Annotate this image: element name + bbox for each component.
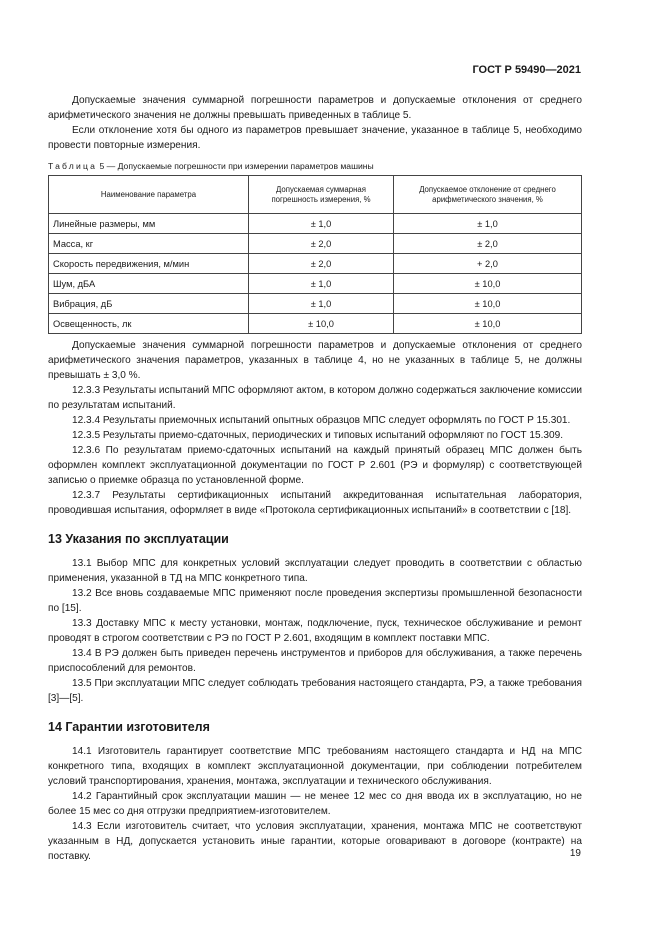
paragraph-13-3: 13.3 Доставку МПС к месту установки, монтаж, подключение, пуск, техническое обслуживание и ремонт проводят в строгом соответствии с РЭ по ГОСТ Р 2.601, входящим в комплект поставки МПС. bbox=[48, 618, 582, 644]
total-error: ± 2,0 bbox=[249, 234, 394, 254]
section-14-heading: 14 Гарантии изготовителя bbox=[48, 720, 210, 734]
paragraph: Допускаемые значения суммарной погрешности параметров и допускаемые отклонения от среднего арифметического значения параметров, указанных в таблице 4, но не указанных в таблице 5, не должны превышать ± 3,0 %. bbox=[48, 340, 582, 381]
paragraph-14-3: 14.3 Если изготовитель считает, что условия эксплуатации, хранения, монтажа МПС не соответствуют указанным в НД, допускается установить иные гарантии, которые оговаривают в договоре (контракте) на поставку. bbox=[48, 821, 582, 862]
deviation: ± 1,0 bbox=[394, 214, 582, 234]
intro-paragraph: Допускаемые значения суммарной погрешности параметров и допускаемые отклонения от среднего арифметического значения не должны превышать приведенных в таблице 5. bbox=[48, 95, 582, 121]
table-header-row bbox=[49, 176, 582, 214]
table-row bbox=[49, 254, 582, 274]
table-row bbox=[49, 314, 582, 334]
table-row bbox=[49, 234, 582, 254]
paragraph-14-1: 14.1 Изготовитель гарантирует соответствие МПС требованиям настоящего стандарта и НД на МПС конкретного типа, входящих в комплект эксплуатационной документации, при соблюдении потребителем условий транспортирования, хранения, монтажа, эксплуатации и технического обслуживания. bbox=[48, 746, 582, 787]
param-name: Масса, кг bbox=[49, 234, 249, 254]
total-error: ± 10,0 bbox=[249, 314, 394, 334]
paragraph-13-5: 13.5 При эксплуатации МПС следует соблюдать требования настоящего стандарта, РЭ, а также требования [3]—[5]. bbox=[48, 678, 582, 704]
param-name: Вибрация, дБ bbox=[49, 294, 249, 314]
table-row bbox=[49, 274, 582, 294]
document-id: ГОСТ Р 59490—2021 bbox=[472, 64, 581, 76]
table-caption bbox=[48, 161, 582, 172]
paragraph-12-3-5: 12.3.5 Результаты приемо-сдаточных, периодических и типовых испытаний оформляют по ГОСТ 15.309. bbox=[72, 430, 564, 441]
paragraph-13-4: 13.4 В РЭ должен быть приведен перечень инструментов и приборов для обслуживания, а также перечень приспособлений для ремонтов. bbox=[48, 648, 582, 674]
table-row bbox=[49, 214, 582, 234]
paragraph-13-2: 13.2 Все вновь создаваемые МПС применяют после проведения экспертизы промышленной безопасности по [15]. bbox=[48, 588, 582, 614]
page-body bbox=[48, 93, 582, 864]
total-error: ± 1,0 bbox=[249, 294, 394, 314]
intro-paragraph: Если отклонение хотя бы одного из параметров превышает значение, указанное в таблице 5, необходимо провести повторные измерения. bbox=[48, 125, 582, 151]
total-error: ± 2,0 bbox=[249, 254, 394, 274]
table-row bbox=[49, 294, 582, 314]
page-number: 19 bbox=[569, 848, 581, 859]
paragraph-12-3-6: 12.3.6 По результатам приемо-сдаточных испытаний на каждый принятый образец МПС должен быть оформлен комплект эксплуатационной документации по ГОСТ Р 2.601 (РЭ и формуляр) с соответствующей записью о приемке образца по установленной форме. bbox=[48, 445, 582, 486]
param-name: Линейные размеры, мм bbox=[49, 214, 249, 234]
table-caption-text: 5 — Допускаемые погрешности при измерении параметров машины bbox=[97, 161, 374, 171]
param-name: Скорость передвижения, м/мин bbox=[49, 254, 249, 274]
deviation: ± 10,0 bbox=[394, 294, 582, 314]
header-deviation: Допускаемое отклонение от среднего арифметического значения, % bbox=[394, 176, 582, 214]
deviation: ± 10,0 bbox=[394, 274, 582, 294]
tolerance-table bbox=[48, 175, 582, 334]
paragraph-12-3-7: 12.3.7 Результаты сертификационных испытаний аккредитованная испытательная лаборатория, проводившая испытания, оформляет в виде «Протокола сертификационных испытаний» в соответствии с [18]. bbox=[48, 490, 582, 516]
paragraph-12-3-4: 12.3.4 Результаты приемочных испытаний опытных образцов МПС следует оформлять по ГОСТ Р 15.301. bbox=[72, 415, 571, 426]
total-error: ± 1,0 bbox=[249, 214, 394, 234]
header-parameter: Наименование параметра bbox=[49, 176, 249, 214]
paragraph-13-1: 13.1 Выбор МПС для конкретных условий эксплуатации следует проводить в соответствии с областью применения, указанной в ТД на МПС конкретного типа. bbox=[48, 558, 582, 584]
param-name: Шум, дБА bbox=[49, 274, 249, 294]
paragraph-12-3-3: 12.3.3 Результаты испытаний МПС оформляют актом, в котором должно содержаться заключение комиссии по результатам испытаний. bbox=[48, 385, 582, 411]
deviation: ± 10,0 bbox=[394, 314, 582, 334]
param-name: Освещенность, лк bbox=[49, 314, 249, 334]
deviation: + 2,0 bbox=[394, 254, 582, 274]
total-error: ± 1,0 bbox=[249, 274, 394, 294]
paragraph-14-2: 14.2 Гарантийный срок эксплуатации машин — не менее 12 мес со дня ввода их в эксплуатацию, но не более 15 мес со дня отгрузки предприятием-изготовителем. bbox=[48, 791, 582, 817]
deviation: ± 2,0 bbox=[394, 234, 582, 254]
header-total-error: Допускаемая суммарная погрешность измерения, % bbox=[249, 176, 394, 214]
table-caption-prefix: Таблица bbox=[48, 161, 98, 171]
section-13-heading: 13 Указания по эксплуатации bbox=[48, 532, 229, 546]
